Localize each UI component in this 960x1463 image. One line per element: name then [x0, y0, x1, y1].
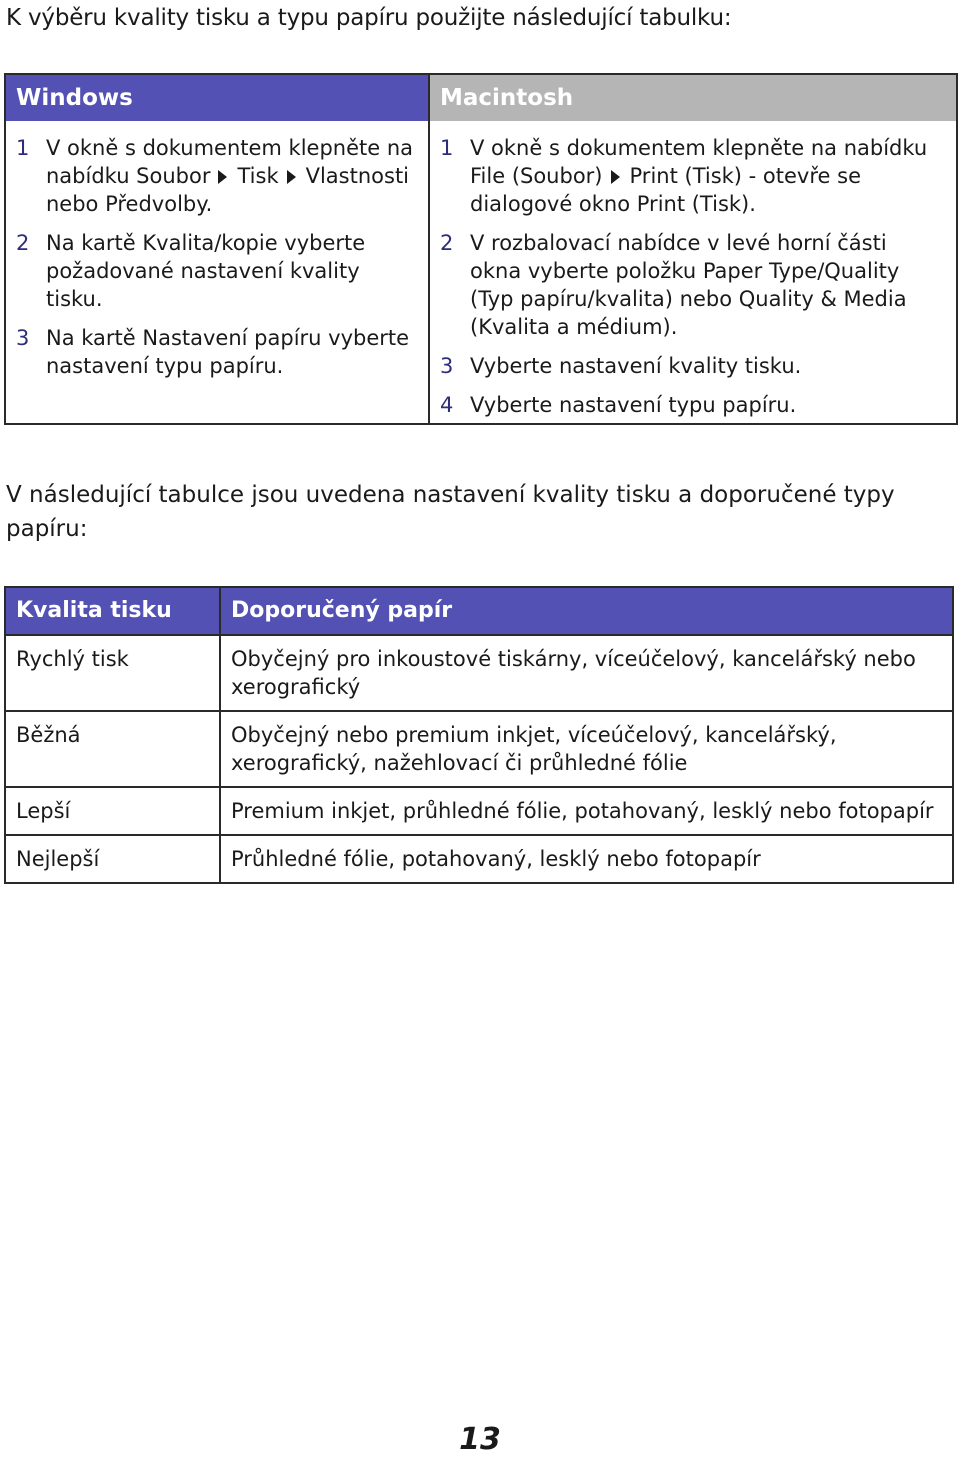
paper-cell: Průhledné fólie, potahovaný, lesklý nebo fotopapír [220, 835, 953, 883]
right-triangle-icon [287, 170, 296, 184]
windows-header: Windows [6, 75, 428, 121]
mac-step-1 [440, 134, 944, 218]
step-text-part: Print (Tisk) - otevře se dialogové okno Print (Tisk). [470, 164, 861, 216]
paper-cell: Premium inkjet, průhledné fólie, potahovaný, lesklý nebo fotopapír [220, 787, 953, 835]
mac-step-4 [440, 391, 944, 419]
step-number: 4 [440, 393, 454, 417]
step-text: Vyberte nastavení typu papíru. [470, 393, 797, 417]
paper-cell: Obyčejný nebo premium inkjet, víceúčelový, kancelářský, xerografický, nažehlovací či průhledné fólie [220, 711, 953, 787]
quality-table [4, 586, 954, 884]
page-number: 13 [459, 1422, 501, 1457]
page-heading: K výběru kvality tisku a typu papíru použijte následující tabulku: [6, 5, 732, 31]
right-triangle-icon [611, 170, 620, 184]
table-header-row [5, 587, 953, 635]
paper-cell: Obyčejný pro inkoustové tiskárny, víceúčelový, kancelářský nebo xerografický [220, 635, 953, 711]
step-text [470, 134, 944, 218]
step-number: 3 [16, 326, 30, 350]
step-text: Na kartě Kvalita/kopie vyberte požadované nastavení kvality tisku. [46, 231, 366, 311]
windows-column [6, 75, 430, 423]
windows-step-1 [16, 134, 416, 218]
step-text [46, 134, 416, 218]
quality-cell: Rychlý tisk [5, 635, 220, 711]
mac-step-3 [440, 352, 944, 380]
step-number: 3 [440, 354, 454, 378]
mac-step-2 [440, 229, 944, 341]
step-text: Vyberte nastavení kvality tisku. [470, 354, 802, 378]
table-row [5, 635, 953, 711]
windows-steps [6, 121, 428, 380]
step-number: 1 [440, 136, 454, 160]
macintosh-header: Macintosh [430, 75, 956, 121]
right-triangle-icon [218, 170, 227, 184]
step-number: 2 [16, 231, 30, 255]
step-number: 1 [16, 136, 30, 160]
step-number: 2 [440, 231, 454, 255]
quality-cell: Nejlepší [5, 835, 220, 883]
step-text-part: V okně s dokumentem klepněte na nabídku File (Soubor) [470, 136, 928, 188]
quality-cell: Lepší [5, 787, 220, 835]
os-instructions-table [4, 73, 958, 425]
quality-intro-text: V následující tabulce jsou uvedena nastavení kvality tisku a doporučené typy papíru: [6, 482, 895, 542]
table-row [5, 787, 953, 835]
quality-cell: Běžná [5, 711, 220, 787]
step-text: V rozbalovací nabídce v levé horní části okna vyberte položku Paper Type/Quality (Typ papíru/kvalita) nebo Quality & Media (Kvalita a médium). [470, 231, 907, 339]
table-row [5, 835, 953, 883]
macintosh-column [430, 75, 956, 423]
windows-step-3 [16, 324, 416, 380]
step-text: Na kartě Nastavení papíru vyberte nastavení typu papíru. [46, 326, 410, 378]
column-header-quality: Kvalita tisku [5, 587, 220, 635]
windows-step-2 [16, 229, 416, 313]
macintosh-steps [430, 121, 956, 419]
step-text-part: V okně s dokumentem klepněte na nabídku Soubor [46, 136, 414, 188]
table-row [5, 711, 953, 787]
step-text-part: Vlastnosti nebo Předvolby. [46, 164, 410, 216]
step-text-part: Tisk [237, 164, 279, 188]
column-header-paper: Doporučený papír [220, 587, 953, 635]
